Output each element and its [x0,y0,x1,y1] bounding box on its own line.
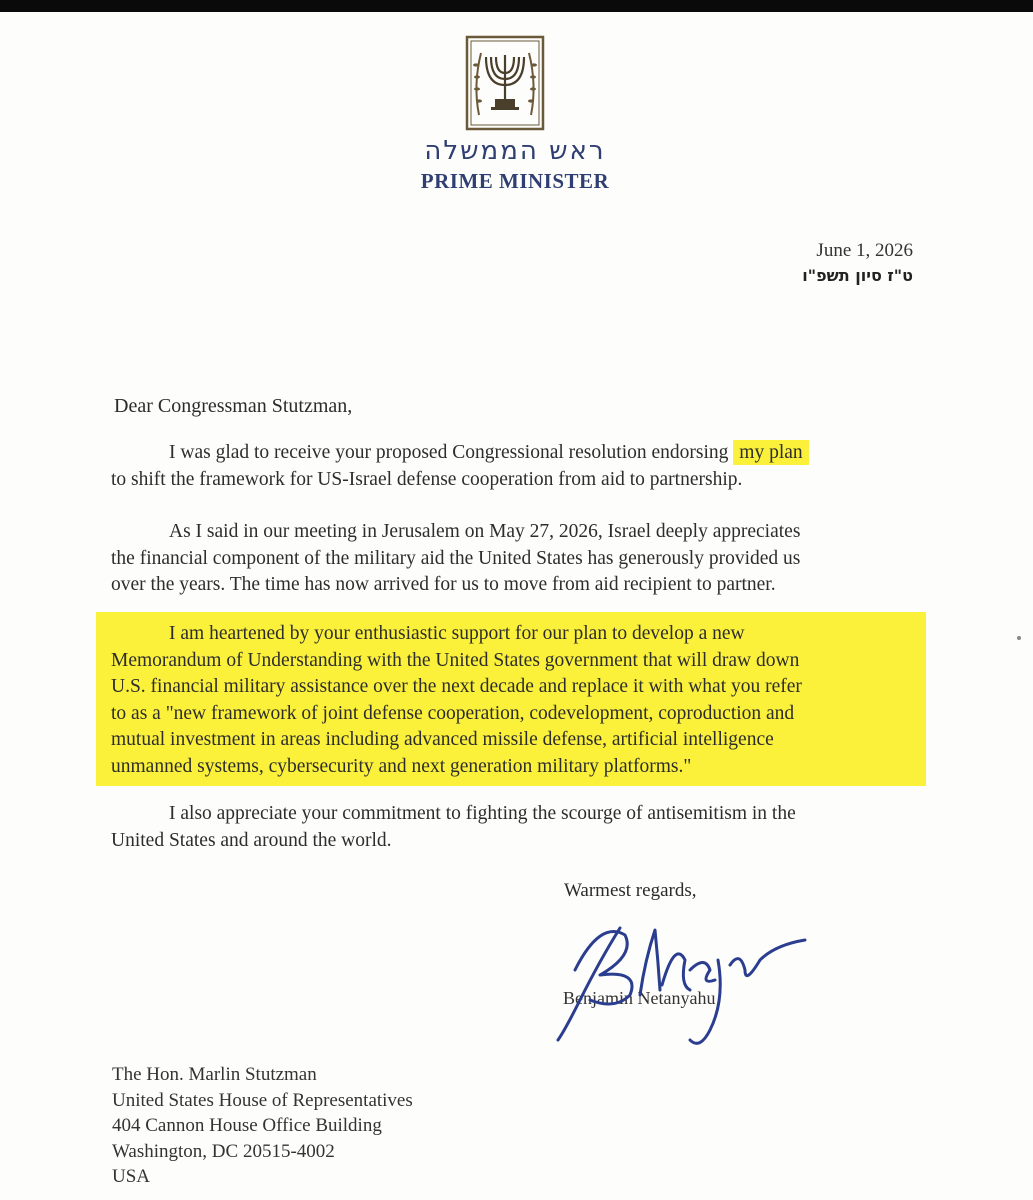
paragraph-2-line: the financial component of the military aid the United States has generously provided us [111,547,801,569]
paragraph-3-line: unmanned systems, cybersecurity and next generation military platforms." [111,755,692,777]
paragraph-3-line: I am heartened by your enthusiastic support for our plan to develop a new [169,623,745,644]
highlighted-my-plan: my plan [733,440,808,465]
address-line: The Hon. Marlin Stutzman [112,1064,317,1085]
date-gregorian: June 1, 2026 [816,240,913,261]
menorah-emblem-icon [465,35,545,131]
address-line: United States House of Representatives [112,1089,413,1111]
letterhead-english-title: PRIME MINISTER [420,169,610,193]
address-line: Washington, DC 20515-4002 [112,1140,335,1162]
paragraph-2 [111,519,911,599]
paragraph-2-line: over the years. The time has now arrived for us to move from aid recipient to partner. [111,574,776,595]
paragraph-4-line: I also appreciate your commitment to fighting the scourge of antisemitism in the [169,803,796,824]
paragraph-1-line-2: to shift the framework for US-Israel defense cooperation from aid to partnership. [111,468,743,490]
paragraph-3-line: U.S. financial military assistance over the next decade and replace it with what you refer [111,676,802,697]
paragraph-1-line-1 [111,440,911,467]
salutation: Dear Congressman Stutzman, [114,395,353,417]
handwritten-signature [540,900,820,1050]
paragraph-3-line: Memorandum of Understanding with the United States government that will draw down [111,649,800,671]
paragraph-4 [111,801,911,854]
margin-speck [1017,636,1021,640]
closing: Warmest regards, [564,880,697,901]
paragraph-1-text: I was glad to receive your proposed Congressional resolution endorsing [169,442,734,463]
recipient-address [112,1062,413,1190]
paragraph-3-highlighted [111,621,911,780]
paragraph-2-line: As I said in our meeting in Jerusalem on May 27, 2026, Israel deeply appreciates [169,521,801,542]
address-line: 404 Cannon House Office Building [112,1115,382,1136]
date-hebrew: ט"ז סיון תשפ"ו [802,266,913,285]
paragraph-1 [111,440,911,493]
signer-name: Benjamin Netanyahu [563,988,716,1008]
address-line: USA [112,1166,151,1187]
letterhead-hebrew-title: ראש הממשלה [424,136,606,166]
top-black-bar [0,0,1033,12]
paragraph-3-line: to as a "new framework of joint defense cooperation, codevelopment, coproduction and [111,702,795,724]
paragraph-3-line: mutual investment in areas including advanced missile defense, artificial intelligence [111,729,774,750]
paragraph-4-line: United States and around the world. [111,829,392,851]
